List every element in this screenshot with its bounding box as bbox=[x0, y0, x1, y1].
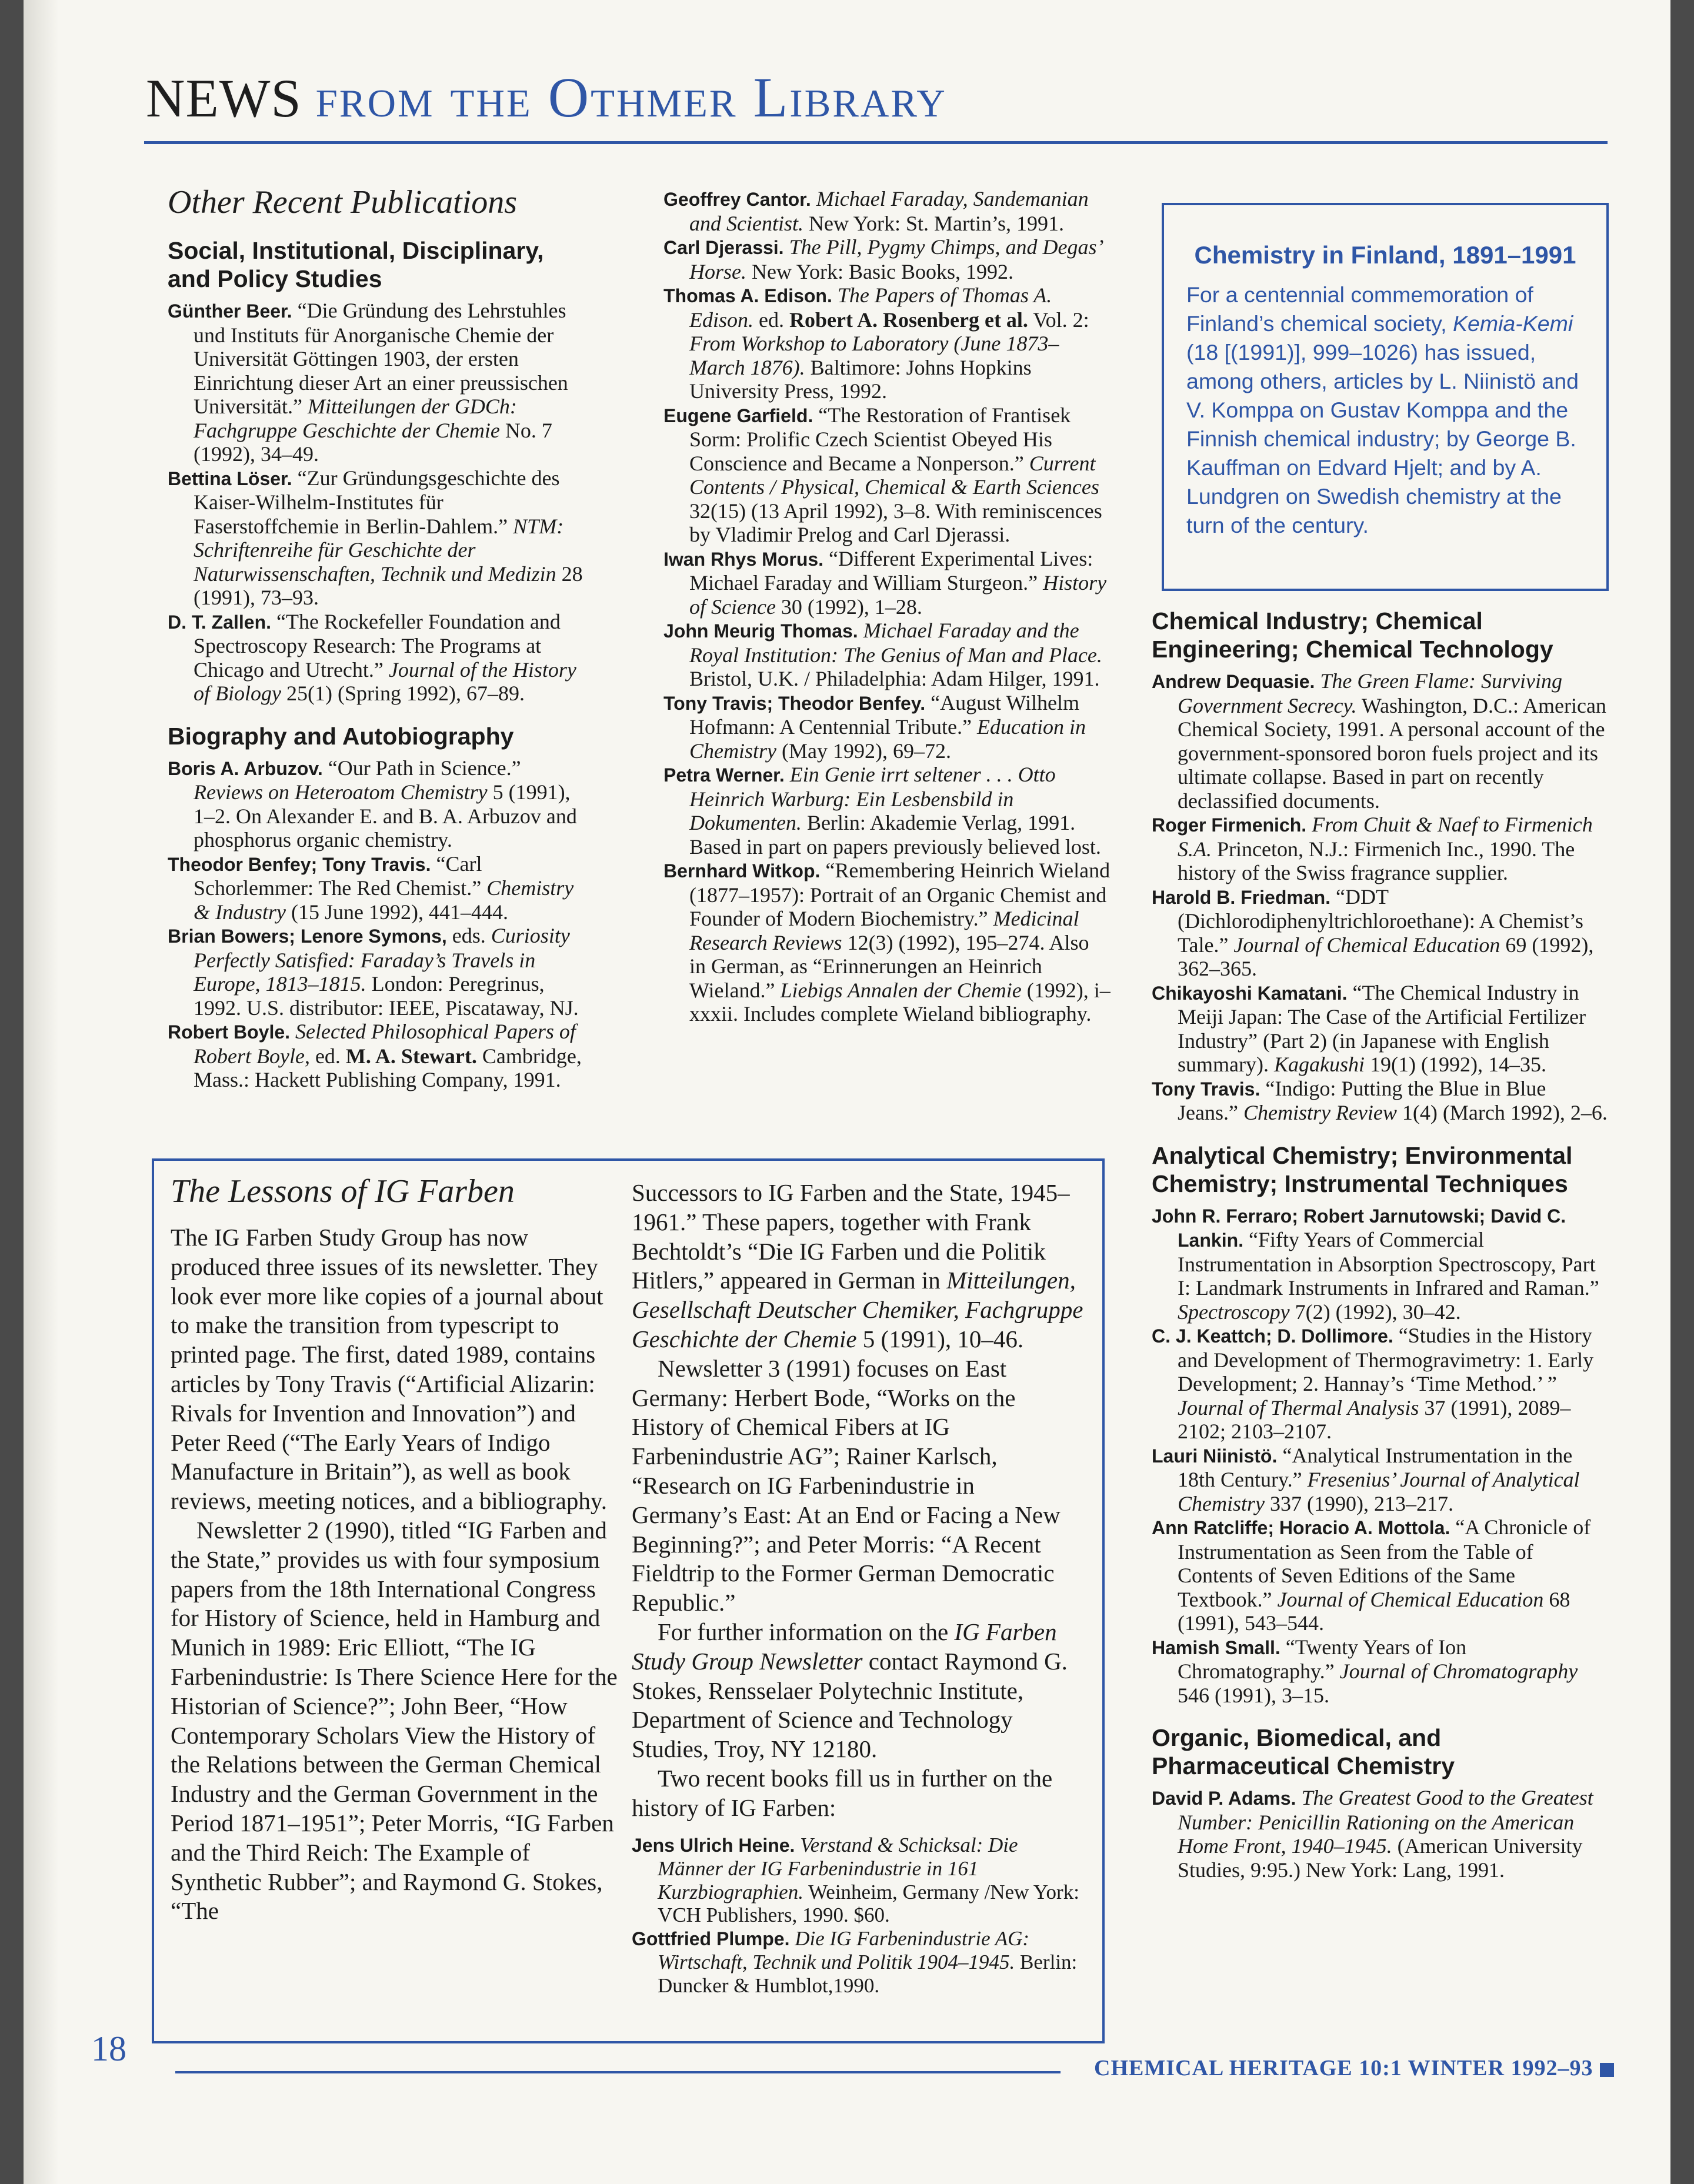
section-heading: Social, Institutional, Disciplinary, and Policy Studies bbox=[168, 237, 544, 292]
entry-text: “The Restoration of Frantisek Sorm: Prolific Czech Scientist Obeyed His Conscience and Became a Nonperson.” Current Contents / Physical, Chemical & Earth Sciences 32(15) (13 April 1992), 3–8. With reminiscences by Vladimir Prelog and Carl Djerassi. bbox=[689, 403, 1102, 546]
entry-author: Lauri Niinistö. bbox=[1152, 1445, 1278, 1467]
page-number: 18 bbox=[91, 2029, 126, 2068]
entry-text: eds. Curiosity Perfectly Satisfied: Faraday’s Travels in Europe, 1813–1815. London: Peregrinus, 1992. U.S. distributor: IEEE, Piscataway, NJ. bbox=[194, 924, 579, 1020]
entry-author: Bernhard Witkop. bbox=[663, 860, 821, 881]
bibliography-entry bbox=[1152, 1204, 1612, 1324]
entry-text: The Pill, Pygmy Chimps, and Degas’ Horse. New York: Basic Books, 1992. bbox=[689, 235, 1102, 283]
ig-book-reference bbox=[632, 1834, 1085, 1927]
bibliography-entry bbox=[1152, 1635, 1612, 1708]
bibliography-entry bbox=[1152, 1324, 1612, 1444]
entry-text: “Analytical Instrumentation in the 18th Century.” Fresenius’ Journal of Analytical Chemistry 337 (1990), 213–217. bbox=[1178, 1443, 1580, 1515]
ig-title: The Lessons of IG Farben bbox=[171, 1173, 515, 1210]
section-heading: Analytical Chemistry; Environmental Chemistry; Instrumental Techniques bbox=[1152, 1141, 1573, 1197]
entry-author: Günther Beer. bbox=[168, 300, 292, 322]
entry-text: “The Chemical Industry in Meiji Japan: The Case of the Artificial Fertilizer Industry” (Part 2) (in Japanese with English summary). Kagakushi 19(1) (1992), 14–35. bbox=[1178, 980, 1586, 1076]
entry-text: Ein Genie irrt seltener . . . Otto Heinrich Warburg: Ein Lesbensbild in Dokumenten. Berlin: Akademie Verlag, 1991. Based in part on papers previously believed lost. bbox=[689, 763, 1101, 859]
bibliography-entry bbox=[663, 763, 1111, 859]
entry-author: Ann Ratcliffe; Horacio A. Mottola. bbox=[1152, 1517, 1450, 1538]
entry-text: “A Chronicle of Instrumentation as Seen from the Table of Contents of Seven Editions of the Same Textbook.” Journal of Chemical Education 68 (1991), 543–544. bbox=[1178, 1515, 1591, 1635]
bibliography-entry bbox=[168, 466, 585, 610]
bibliography-entry bbox=[1152, 813, 1612, 885]
entry-author: C. J. Keattch; D. Dollimore. bbox=[1152, 1325, 1393, 1347]
entry-text: “Our Path in Science.” Reviews on Heteroatom Chemistry 5 (1991), 1–2. On Alexander E. and B. A. Arbuzov and phosphorus organic chemistry. bbox=[194, 756, 577, 851]
entry-author: Carl Djerassi. bbox=[663, 237, 784, 258]
entry-author: Jens Ulrich Heine. bbox=[632, 1834, 795, 1856]
entry-author: John Meurig Thomas. bbox=[663, 620, 858, 642]
entry-text: “DDT (Dichlorodiphenyltrichloroethane): A Chemist’s Tale.” Journal of Chemical Education 69 (1992), 362–365. bbox=[1178, 884, 1594, 980]
bibliography-entry bbox=[663, 187, 1111, 235]
entry-author: Theodor Benfey; Tony Travis. bbox=[168, 853, 431, 875]
entry-author: D. T. Zallen. bbox=[168, 611, 272, 633]
finland-body: For a centennial commemoration of Finland’s chemical society, Kemia-Kemi (18 [(1991)], 999–1026) has issued, among others, articles by L. Niinistö and V. Komppa on Gustav Komppa and the Finnish chemical industry; by George B. Kauffman on Edvard Hjelt; and by A. Lundgren on Swedish chemistry at the turn of the century. bbox=[1186, 282, 1579, 537]
entry-text: “Different Experimental Lives: Michael Faraday and William Sturgeon.” History of Science 30 (1992), 1–28. bbox=[689, 546, 1107, 619]
bibliography-entry bbox=[663, 547, 1111, 619]
entry-author: Bettina Löser. bbox=[168, 467, 292, 489]
entry-text: Michael Faraday, Sandemanian and Scientist. New York: St. Martin’s, 1991. bbox=[689, 187, 1089, 235]
page bbox=[24, 0, 1670, 2184]
bibliography-entry bbox=[663, 283, 1111, 403]
entry-text: “Indigo: Putting the Blue in Blue Jeans.” Chemistry Review 1(4) (March 1992), 2–6. bbox=[1178, 1076, 1608, 1124]
entry-author: David P. Adams. bbox=[1152, 1788, 1296, 1809]
bibliography-entry bbox=[168, 924, 585, 1020]
entry-text: The Green Flame: Surviving Government Secrecy. Washington, D.C.: American Chemical Society, 1991. A personal account of the government-sponsored boron fuels project and its ultimate collapse. Based in part on recently declassified documents. bbox=[1178, 669, 1606, 813]
entry-text: Verstand & Schicksal: Die Männer der IG Farbenindustrie in 161 Kurzbiographien. Weinheim, Germany /New York: VCH Publishers, 1990. $60. bbox=[658, 1833, 1079, 1927]
column-3 bbox=[1152, 607, 1612, 1882]
ig-paragraph: For further information on the IG Farben Study Group Newsletter contact Raymond G. Stokes, Rensselaer Polytechnic Institute, Department of Science and Technology Studies, Troy, NY 12180. bbox=[632, 1618, 1068, 1763]
ig-farben-box bbox=[152, 1158, 1105, 2043]
bibliography-entry bbox=[663, 235, 1111, 283]
entry-author: Brian Bowers; Lenore Symons, bbox=[168, 926, 447, 947]
binding-gutter bbox=[24, 0, 59, 2184]
header-news: NEWS bbox=[146, 68, 302, 128]
entry-author: Tony Travis; Theodor Benfey. bbox=[663, 692, 926, 714]
entry-text: “August Wilhelm Hofmann: A Centennial Tribute.” Education in Chemistry (May 1992), 69–72. bbox=[689, 690, 1086, 763]
bibliography-entry bbox=[168, 610, 585, 706]
section-heading: Biography and Autobiography bbox=[168, 722, 514, 750]
ig-paragraph: The IG Farben Study Group has now produced three issues of its newsletter. They look ever more like copies of a journal about to make the transition from typescript to printed page. The first, dated 1989, contains articles by Tony Travis (“Artificial Alizarin: Rivals for Invention and Innovation”) and Peter Reed (“The Early Years of Indigo Manufacture in Britain”), as well as book reviews, meeting notices, and a bibliography. bbox=[171, 1224, 607, 1515]
section-header bbox=[146, 66, 947, 129]
bibliography-entry bbox=[1152, 885, 1612, 981]
ig-left-column bbox=[171, 1173, 623, 1926]
column-1-entries bbox=[168, 236, 585, 1092]
bibliography-entry bbox=[168, 1020, 585, 1092]
entry-text: “The Rockefeller Foundation and Spectroscopy Research: The Programs at Chicago and Utrecht.” Journal of the History of Biology 25(1) (Spring 1992), 67–89. bbox=[194, 609, 576, 705]
entry-text: “Carl Schorlemmer: The Red Chemist.” Chemistry & Industry (15 June 1992), 441–444. bbox=[194, 851, 574, 924]
footer-journal-line bbox=[1094, 2055, 1614, 2081]
entry-author: Iwan Rhys Morus. bbox=[663, 548, 824, 570]
bibliography-entry bbox=[1152, 1444, 1612, 1516]
header-rule bbox=[144, 141, 1608, 144]
entry-author: Petra Werner. bbox=[663, 764, 785, 786]
section-heading: Organic, Biomedical, and Pharmaceutical Chemistry bbox=[1152, 1724, 1455, 1779]
entry-text: Michael Faraday and the Royal Institution: The Genius of Man and Place. Bristol, U.K. / Philadelphia: Adam Hilger, 1991. bbox=[689, 619, 1102, 690]
ig-right-column bbox=[632, 1178, 1085, 1997]
column-2-entries bbox=[663, 187, 1111, 1026]
column-3-entries bbox=[1152, 607, 1612, 1882]
entry-text: “Die Gründung des Lehrstuhles und Instituts für Anorganische Chemie der Universität Göttingen 1903, der ersten Einrichtung dieser Art an einer preussischen Universität.” Mitteilungen der GDCh: Fachgruppe Geschichte der Chemie No. 7 (1992), 34–49. bbox=[194, 299, 568, 466]
entry-author: Geoffrey Cantor. bbox=[663, 189, 811, 210]
entry-text: From Chuit & Naef to Firmenich S.A. Princeton, N.J.: Firmenich Inc., 1990. The history of the Swiss fragrance supplier. bbox=[1178, 813, 1593, 884]
entry-author: John R. Ferraro; Robert Jarnutowski; David C. Lankin. bbox=[1152, 1205, 1566, 1251]
section-heading: Chemical Industry; Chemical Engineering; Chemical Technology bbox=[1152, 607, 1553, 663]
bibliography-entry bbox=[663, 403, 1111, 547]
ig-right-text bbox=[632, 1178, 1085, 1823]
column-2 bbox=[663, 187, 1111, 1026]
ig-paragraph: Two recent books fill us in further on the history of IG Farben: bbox=[632, 1764, 1053, 1821]
ig-book-reference bbox=[632, 1927, 1085, 1998]
entry-text: The Greatest Good to the Greatest Number: Penicillin Rationing on the American Home Front, 1940–1945. (American University Studies, 9:95.) New York: Lang, 1991. bbox=[1178, 1786, 1593, 1882]
bibliography-entry bbox=[168, 756, 585, 852]
entry-text: Selected Philosophical Papers of Robert Boyle, ed. M. A. Stewart. Cambridge, Mass.: Hackett Publishing Company, 1991. bbox=[194, 1020, 582, 1091]
entry-author: Chikayoshi Kamatani. bbox=[1152, 982, 1348, 1004]
ig-paragraph: Newsletter 2 (1990), titled “IG Farben and the State,” provides us with four symposium papers from the 18th International Congress for History of Science, held in Hamburg and Munich in 1989: Eric Elliott, “The IG Farbenindustrie: Is There Science Here for the Historian of Science?”; John Beer, “How Contemporary Scholars View the History of the Relations between the German Chemical Industry and the German Government in the Period 1871–1951”; Peter Morris, “IG Farben and the Third Reich: The Example of Synthetic Rubber”; and Raymond G. Stokes, “The bbox=[171, 1516, 618, 1925]
entry-text: Die IG Farbenindustrie AG: Wirtschaft, Technik und Politik 1904–1945. Berlin: Duncker & Humblot,1990. bbox=[658, 1926, 1078, 1997]
entry-text: “Fifty Years of Commercial Instrumentation in Absorption Spectroscopy, Part I: Landmark Instruments in Infrared and Raman.” Spectroscopy 7(2) (1992), 30–42. bbox=[1178, 1228, 1599, 1324]
entry-author: Eugene Garfield. bbox=[663, 405, 813, 426]
bibliography-entry bbox=[663, 691, 1111, 763]
entry-text: “Twenty Years of Ion Chromatography.” Journal of Chromatography 546 (1991), 3–15. bbox=[1178, 1635, 1578, 1707]
entry-author: Thomas A. Edison. bbox=[663, 285, 832, 306]
entry-author: Andrew Dequasie. bbox=[1152, 671, 1315, 692]
bibliography-entry bbox=[663, 619, 1111, 691]
bibliography-entry bbox=[1152, 1077, 1612, 1125]
recent-publications-title: Other Recent Publications bbox=[168, 184, 518, 221]
entry-author: Hamish Small. bbox=[1152, 1637, 1280, 1658]
bibliography-entry bbox=[168, 299, 585, 466]
entry-text: “Studies in the History and Development of Thermogravimetry: 1. Early Development; 2. Hannay’s ‘Time Method.’ ” Journal of Thermal Analysis 37 (1991), 2089–2102; 2103–2107. bbox=[1178, 1324, 1594, 1443]
entry-author: Harold B. Friedman. bbox=[1152, 886, 1331, 908]
ig-paragraph: Newsletter 3 (1991) focuses on East Germany: Herbert Bode, “Works on the History of Chemical Fibers at IG Farbenindustrie AG”; Rainer Karlsch, “Research on IG Farbenindustrie in Germany’s East: At an End or Facing a New Beginning?”; and Peter Morris: “A Recent Fieldtrip to the Former German Democratic Republic.” bbox=[632, 1354, 1061, 1617]
entry-author: Tony Travis. bbox=[1152, 1078, 1261, 1100]
footer-journal: CHEMICAL HERITAGE 10:1 WINTER 1992–93 bbox=[1094, 2056, 1593, 2081]
end-square-icon bbox=[1600, 2063, 1614, 2077]
ig-paragraph: Successors to IG Farben and the State, 1945–1961.” These papers, together with Frank Bechtoldt’s “Die IG Farben und die Politik Hitlers,” appeared in German in Mitteilungen, Gesellschaft Deutscher Chemiker, Fachgruppe Geschichte der Chemie 5 (1991), 10–46. bbox=[632, 1179, 1083, 1353]
bibliography-entry bbox=[1152, 1786, 1612, 1882]
entry-author: Robert Boyle. bbox=[168, 1021, 291, 1043]
bibliography-entry bbox=[1152, 669, 1612, 813]
entry-text: “Zur Gründungsgeschichte des Kaiser-Wilhelm-Institutes für Faserstoffchemie in Berlin-Dahlem.” NTM: Schriftenreihe für Geschichte der Naturwissenschaften, Technik und Medizin 28 (1991), 73–93. bbox=[194, 466, 583, 609]
finland-sidebar-box bbox=[1162, 203, 1609, 591]
bibliography-entry bbox=[1152, 1515, 1612, 1635]
bibliography-entry bbox=[168, 852, 585, 924]
entry-author: Gottfried Plumpe. bbox=[632, 1928, 790, 1949]
entry-author: Roger Firmenich. bbox=[1152, 814, 1307, 836]
entry-text: “Remembering Heinrich Wieland (1877–1957): Portrait of an Organic Chemist and Founder of Modern Biochemistry.” Medicinal Research Reviews 12(3) (1992), 195–274. Also in German, as “Erinnerungen an Heinrich Wieland.” Liebigs Annalen der Chemie (1992), i–xxxii. Includes complete Wieland bibliography. bbox=[689, 859, 1111, 1026]
ig-left-text bbox=[171, 1223, 623, 1926]
entry-text: The Papers of Thomas A. Edison. ed. Robert A. Rosenberg et al. Vol. 2: From Workshop to Laboratory (June 1873–March 1876). Baltimore: Johns Hopkins University Press, 1992. bbox=[689, 283, 1089, 403]
bibliography-entry bbox=[663, 859, 1111, 1026]
column-1 bbox=[168, 183, 585, 1092]
header-from-library: from the Othmer Library bbox=[315, 66, 947, 129]
finland-title: Chemistry in Finland, 1891–1991 bbox=[1194, 241, 1576, 269]
bibliography-entry bbox=[1152, 981, 1612, 1077]
ig-references bbox=[632, 1834, 1085, 1998]
entry-author: Boris A. Arbuzov. bbox=[168, 757, 323, 779]
footer-rule bbox=[175, 2071, 1061, 2073]
